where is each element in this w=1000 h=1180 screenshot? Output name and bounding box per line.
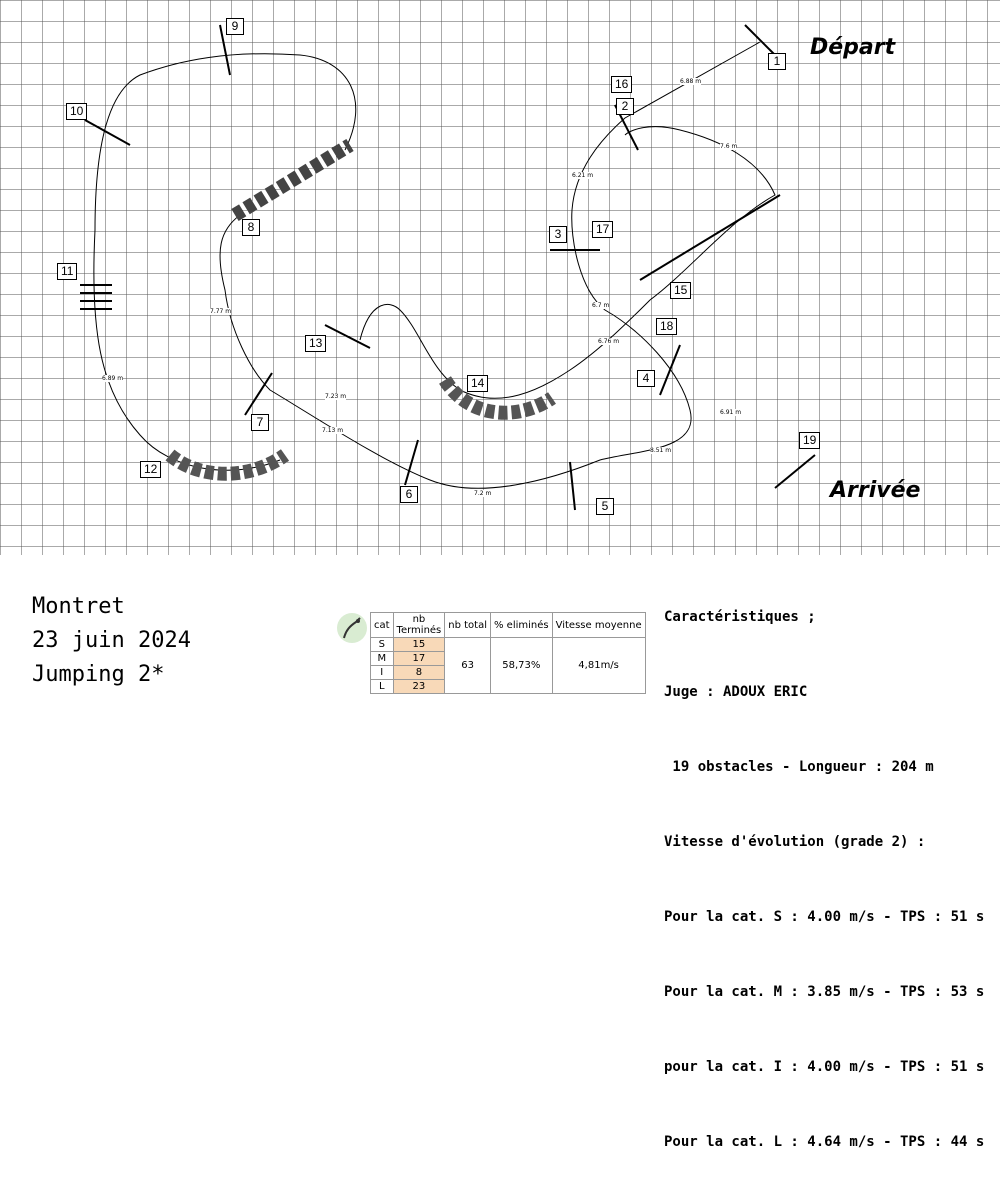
- summary: 19 obstacles - Longueur : 204 m: [664, 759, 934, 775]
- speed-line: Pour la cat. M : 3.85 m/s - TPS : 53 s: [664, 984, 985, 1000]
- event-info: [32, 590, 191, 692]
- event-class: Jumping 2*: [32, 662, 165, 687]
- row-cat: S: [371, 638, 394, 652]
- header-cat: cat: [371, 613, 394, 638]
- header-finished: nb Terminés: [393, 613, 445, 638]
- obstacle-14-label: 14: [467, 375, 488, 392]
- distance-label: 6.76 m: [598, 338, 620, 345]
- characteristics-title: Caractéristiques ;: [664, 609, 816, 625]
- obstacle-5-label: 5: [596, 498, 614, 515]
- distance-label: 7.77 m: [210, 308, 232, 315]
- judge: Juge : ADOUX ERIC: [664, 684, 808, 700]
- row-finished: 15: [393, 638, 445, 652]
- obstacle-2-label: 2: [616, 98, 634, 115]
- distance-label: 8.51 m: [650, 447, 672, 454]
- characteristics: [664, 555, 984, 1180]
- club-logo: [336, 612, 368, 644]
- row-cat: M: [371, 652, 394, 666]
- eliminated-value: 58,73%: [491, 638, 553, 694]
- obstacle-6-label: 6: [400, 486, 418, 503]
- distance-label: 7.6 m: [720, 143, 738, 150]
- stats-table: [370, 612, 646, 694]
- start-label: Départ: [810, 35, 896, 60]
- obstacle-11-label: 11: [57, 263, 77, 280]
- obstacle-1-label: 1: [768, 53, 786, 70]
- obstacle-17-label: 17: [592, 221, 613, 238]
- distance-label: 6.91 m: [720, 409, 742, 416]
- row-finished: 23: [393, 680, 445, 694]
- obstacle-9-label: 9: [226, 18, 244, 35]
- distance-label: 7.2 m: [474, 490, 492, 497]
- obstacle-15-label: 15: [670, 282, 691, 299]
- speed-line: Pour la cat. S : 4.00 m/s - TPS : 51 s: [664, 909, 985, 925]
- row-cat: I: [371, 666, 394, 680]
- obstacle-16-label: 16: [611, 76, 632, 93]
- distance-label: 7.23 m: [325, 393, 347, 400]
- speed-title: Vitesse d'évolution (grade 2) :: [664, 834, 926, 850]
- obstacle-4-label: 4: [637, 370, 655, 387]
- obstacle-13-label: 13: [305, 335, 326, 352]
- obstacle-8-label: 8: [242, 219, 260, 236]
- obstacle-7-label: 7: [251, 414, 269, 431]
- row-cat: L: [371, 680, 394, 694]
- distance-label: 6.7 m: [592, 302, 610, 309]
- row-finished: 8: [393, 666, 445, 680]
- obstacle-12-label: 12: [140, 461, 161, 478]
- row-finished: 17: [393, 652, 445, 666]
- finish-label: Arrivée: [830, 478, 921, 503]
- distance-label: 6.89 m: [102, 375, 124, 382]
- event-location: Montret: [32, 594, 125, 619]
- total-value: 63: [445, 638, 491, 694]
- distance-label: 6.88 m: [680, 78, 702, 85]
- obstacle-3-label: 3: [549, 226, 567, 243]
- header-total: nb total: [445, 613, 491, 638]
- obstacle-18-label: 18: [656, 318, 677, 335]
- header-speed: Vitesse moyenne: [552, 613, 645, 638]
- obstacle-19-label: 19: [799, 432, 820, 449]
- obstacle-10-label: 10: [66, 103, 87, 120]
- header-eliminated: % eliminés: [491, 613, 553, 638]
- distance-label: 6.21 m: [572, 172, 594, 179]
- distance-label: 7.13 m: [322, 427, 344, 434]
- event-date: 23 juin 2024: [32, 628, 191, 653]
- speed-line: Pour la cat. L : 4.64 m/s - TPS : 44 s: [664, 1134, 985, 1150]
- speed-line: pour la cat. I : 4.00 m/s - TPS : 51 s: [664, 1059, 985, 1075]
- speed-value: 4,81m/s: [552, 638, 645, 694]
